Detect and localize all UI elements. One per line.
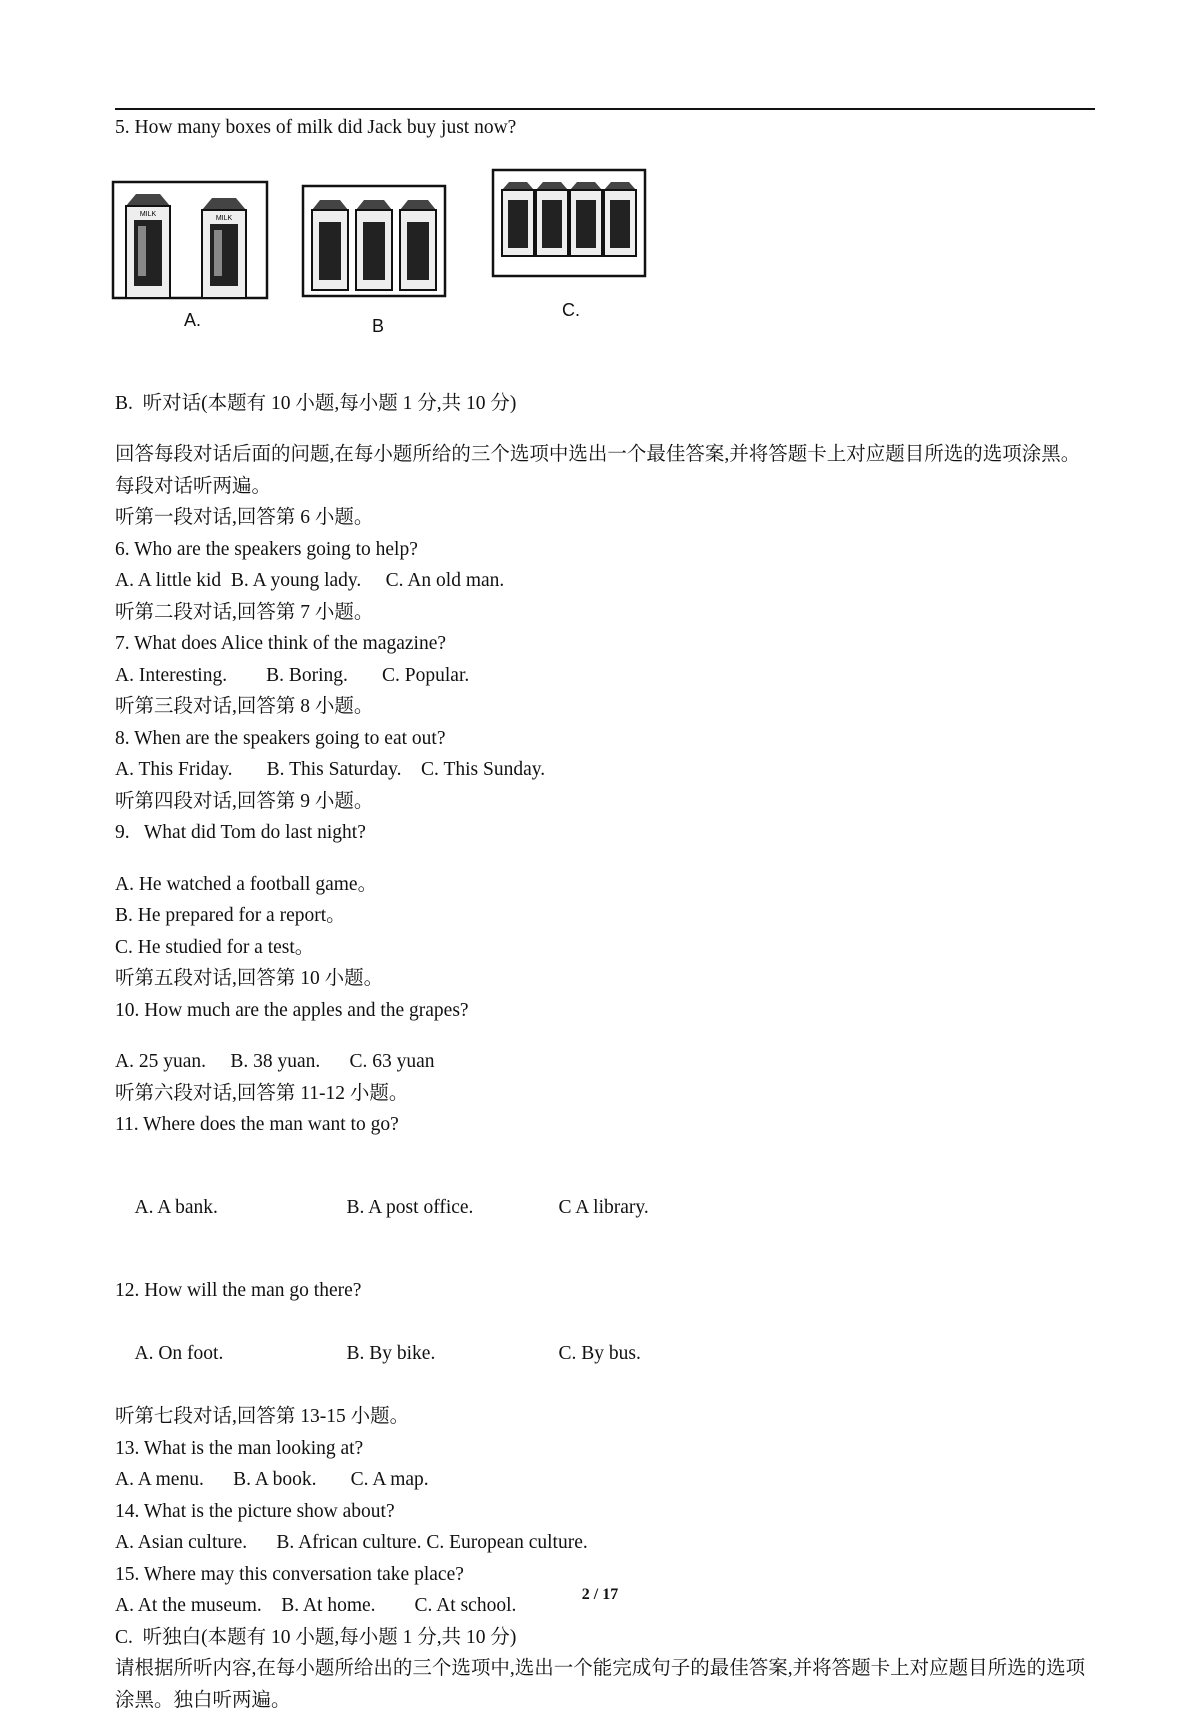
section-c-heading: C. 听独白(本题有 10 小题,每小题 1 分,共 10 分) [115,1626,517,1648]
question-7: 7. What does Alice think of the magazine? [115,633,447,654]
question-5: 5. How many boxes of milk did Jack buy just now? [115,117,517,138]
question-11-option-a: A. A bank. [134,1197,218,1218]
header-rule [115,108,1095,110]
page-content [115,112,1095,1716]
dialogue-7-note: 听第七段对话,回答第 13-15 小题。 [115,1406,410,1427]
option-c-label: C. [562,299,580,320]
carton-label: MILK [139,210,157,218]
section-b-heading: B. 听对话(本题有 10 小题,每小题 1 分,共 10 分) [115,392,517,414]
question-7-options: A. Interesting. B. Boring. C. Popular. [115,664,470,686]
option-a-picture [110,174,272,330]
question-6-options: A. A little kid B. A young lady. C. An old man. [115,570,505,591]
dialogue-4-note: 听第四段对话,回答第 9 小题。 [115,790,374,812]
dialogue-1-note: 听第一段对话,回答第 6 小题。 [115,507,374,528]
question-14-options: A. Asian culture. B. African culture. C. European culture. [115,1532,588,1553]
page-number: 2 / 17 [581,1586,619,1603]
question-13: 13. What is the man looking at? [115,1437,364,1459]
carton-label: MILK [215,214,233,222]
question-11-option-b: B. A post office. [346,1197,474,1218]
option-a-label: A. [184,309,202,330]
question-12-option-c: C. By bus. [558,1343,641,1364]
question-6: 6. Who are the speakers going to help? [115,538,418,560]
question-8-options: A. This Friday. B. This Saturday. C. This Sunday. [115,759,546,780]
option-b-picture [300,176,450,336]
dialogue-3-note: 听第三段对话,回答第 8 小题。 [115,696,374,717]
question-14: 14. What is the picture show about? [115,1500,395,1522]
question-11-option-c: C A library. [558,1197,649,1218]
question-9-option-a: A. He watched a football game。 [115,873,378,895]
question-15: 15. Where may this conversation take place? [115,1563,464,1585]
question-12-option-b: B. By bike. [346,1343,436,1364]
section-b-instructions: 回答每段对话后面的问题,在每小题所给的三个选项中选出一个最佳答案,并将答题卡上对应题目所选的选项涂黑。每段对话听两遍。 [115,444,1081,497]
question-15-options: A. At the museum. B. At home. C. At school. [115,1595,517,1616]
option-b-label: B [372,315,385,336]
question-10-options: A. 25 yuan. B. 38 yuan. C. 63 yuan [115,1051,435,1072]
dialogue-6-note: 听第六段对话,回答第 11-12 小题。 [115,1082,409,1104]
dialogue-5-note: 听第五段对话,回答第 10 小题。 [115,968,384,989]
question-11: 11. Where does the man want to go? [115,1114,399,1135]
question-12-option-a: A. On foot. [134,1343,224,1364]
section-c-instructions: 请根据所听内容,在每小题所给出的三个选项中,选出一个能完成句子的最佳答案,并将答题卡上对应题目所选的选项涂黑。独白听两遍。 [115,1658,1086,1711]
question-13-options: A. A menu. B. A book. C. A map. [115,1469,429,1490]
question-12: 12. How will the man go there? [115,1280,362,1301]
milk-pictures [115,166,1095,388]
question-12-options [115,1307,1095,1402]
question-8: 8. When are the speakers going to eat out? [115,727,446,749]
question-9-option-c: C. He studied for a test。 [115,936,315,958]
option-c-picture [490,166,650,320]
question-10: 10. How much are the apples and the grapes? [115,999,469,1021]
question-9-option-b: B. He prepared for a report。 [115,905,346,926]
question-11-options [115,1161,1095,1256]
question-9: 9. What did Tom do last night? [115,822,366,843]
dialogue-2-note: 听第二段对话,回答第 7 小题。 [115,601,374,623]
